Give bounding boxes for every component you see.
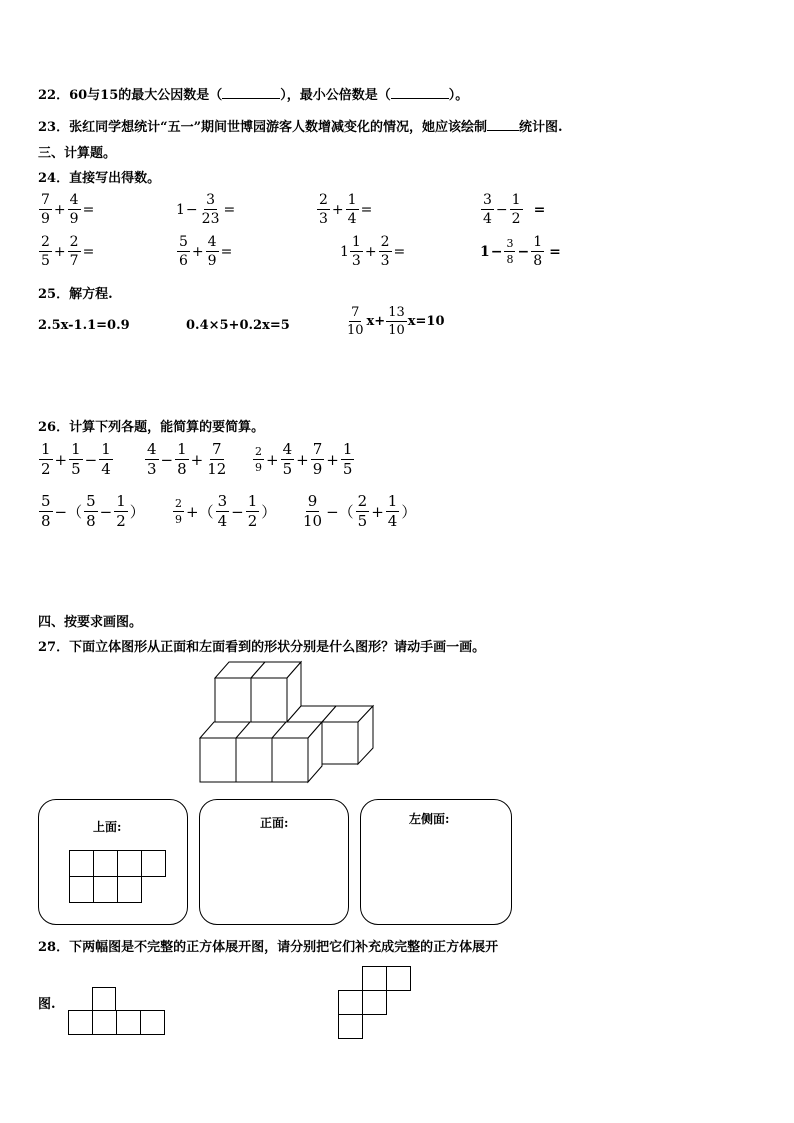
question-22: 22．60与15的最大公因数是（ ），最小公倍数是（ ）。	[38, 88, 469, 103]
q26-problem-2: $\frac{4}{3}$ − $\frac{1}{8}$ + $\frac{7}{12}$	[147, 440, 227, 478]
q25-equation-2: 0.4×5+0.2x=5	[186, 318, 290, 333]
q26-problem-6: $\frac{9}{10}$ −（ $\frac{2}{5}$ + $\frac{1}{4}$ ）	[303, 492, 417, 530]
q25-equation-3: $\frac{7}{10}$ x+ $\frac{13}{10}$ x=10	[347, 305, 445, 338]
grid-square	[69, 850, 94, 877]
q26-problem-1: $\frac{1}{2}$ + $\frac{1}{5}$ − $\frac{1}{4}$	[41, 440, 111, 478]
net-square	[362, 966, 387, 991]
net-square	[362, 990, 387, 1015]
question-28-text-cont: 图.	[38, 997, 56, 1012]
q26-problem-5: $\frac{2}{9}$ +（ $\frac{3}{4}$ − $\frac{1}{2}$ ）	[175, 492, 277, 530]
net-square	[338, 990, 363, 1015]
net-square	[140, 1010, 165, 1035]
net-square	[68, 1010, 93, 1035]
q26-problem-3: $\frac{2}{9}$ + $\frac{4}{5}$ + $\frac{7}{9}$ + $\frac{1}{5}$	[255, 440, 353, 478]
q26-problem-4: $\frac{5}{8}$ −（ $\frac{5}{8}$ − $\frac{1}{2}$ ）	[41, 492, 145, 530]
cube-3d-figure	[190, 658, 390, 788]
q25-equation-1: 2.5x-1.1=0.9	[38, 318, 130, 333]
question-27-text: 27．下面立体图形从正面和左面看到的形状分别是什么图形？请动手画一画。	[38, 640, 486, 655]
grid-square	[117, 876, 142, 903]
grid-square	[93, 876, 118, 903]
grid-square	[117, 850, 142, 877]
q24-problem-5: $\frac{2}{5}$ + $\frac{2}{7}$ =	[41, 234, 95, 269]
section-3-heading: 三、计算题。	[38, 146, 117, 161]
answer-blank[interactable]	[487, 130, 519, 131]
view-box-front[interactable]: 正面:	[199, 799, 349, 925]
net-square	[116, 1010, 141, 1035]
question-23: 23．张红同学想统计“五一”期间世博园游客人数增减变化的情况，她应该绘制 统计图.	[38, 120, 563, 135]
q24-problem-6: $\frac{5}{6}$ + $\frac{4}{9}$ =	[179, 234, 233, 269]
grid-square	[69, 876, 94, 903]
q24-problem-4: $\frac{3}{4}$ − $\frac{1}{2}$ =	[483, 192, 546, 227]
net-square	[338, 1014, 363, 1039]
question-24-title: 24．直接写出得数。	[38, 171, 161, 186]
q24-problem-8: 1 − $\frac{3}{8}$ − $\frac{1}{8}$ =	[480, 234, 561, 269]
q24-problem-3: $\frac{2}{3}$ + $\frac{1}{4}$ =	[319, 192, 373, 227]
question-28-text: 28．下两幅图是不完整的正方体展开图，请分别把它们补充成完整的正方体展开	[38, 940, 499, 955]
net-square	[92, 987, 116, 1011]
view-box-top[interactable]: 上面:	[38, 799, 188, 925]
q24-problem-7: 1 $\frac{1}{3}$ + $\frac{2}{3}$ =	[340, 234, 406, 269]
grid-square	[93, 850, 118, 877]
section-4-heading: 四、按要求画图。	[38, 615, 143, 630]
answer-blank[interactable]	[222, 98, 280, 99]
q24-problem-2: 1 − $\frac{3}{23}$ =	[176, 192, 236, 227]
view-box-left[interactable]: 左侧面:	[360, 799, 512, 925]
question-25-title: 25．解方程.	[38, 287, 113, 302]
answer-blank[interactable]	[391, 98, 449, 99]
q24-problem-1: $\frac{7}{9}$ + $\frac{4}{9}$ =	[41, 192, 95, 227]
question-26-title: 26．计算下列各题，能简算的要简算。	[38, 420, 265, 435]
net-square	[386, 966, 411, 991]
grid-square	[141, 850, 166, 877]
net-square	[92, 1010, 117, 1035]
